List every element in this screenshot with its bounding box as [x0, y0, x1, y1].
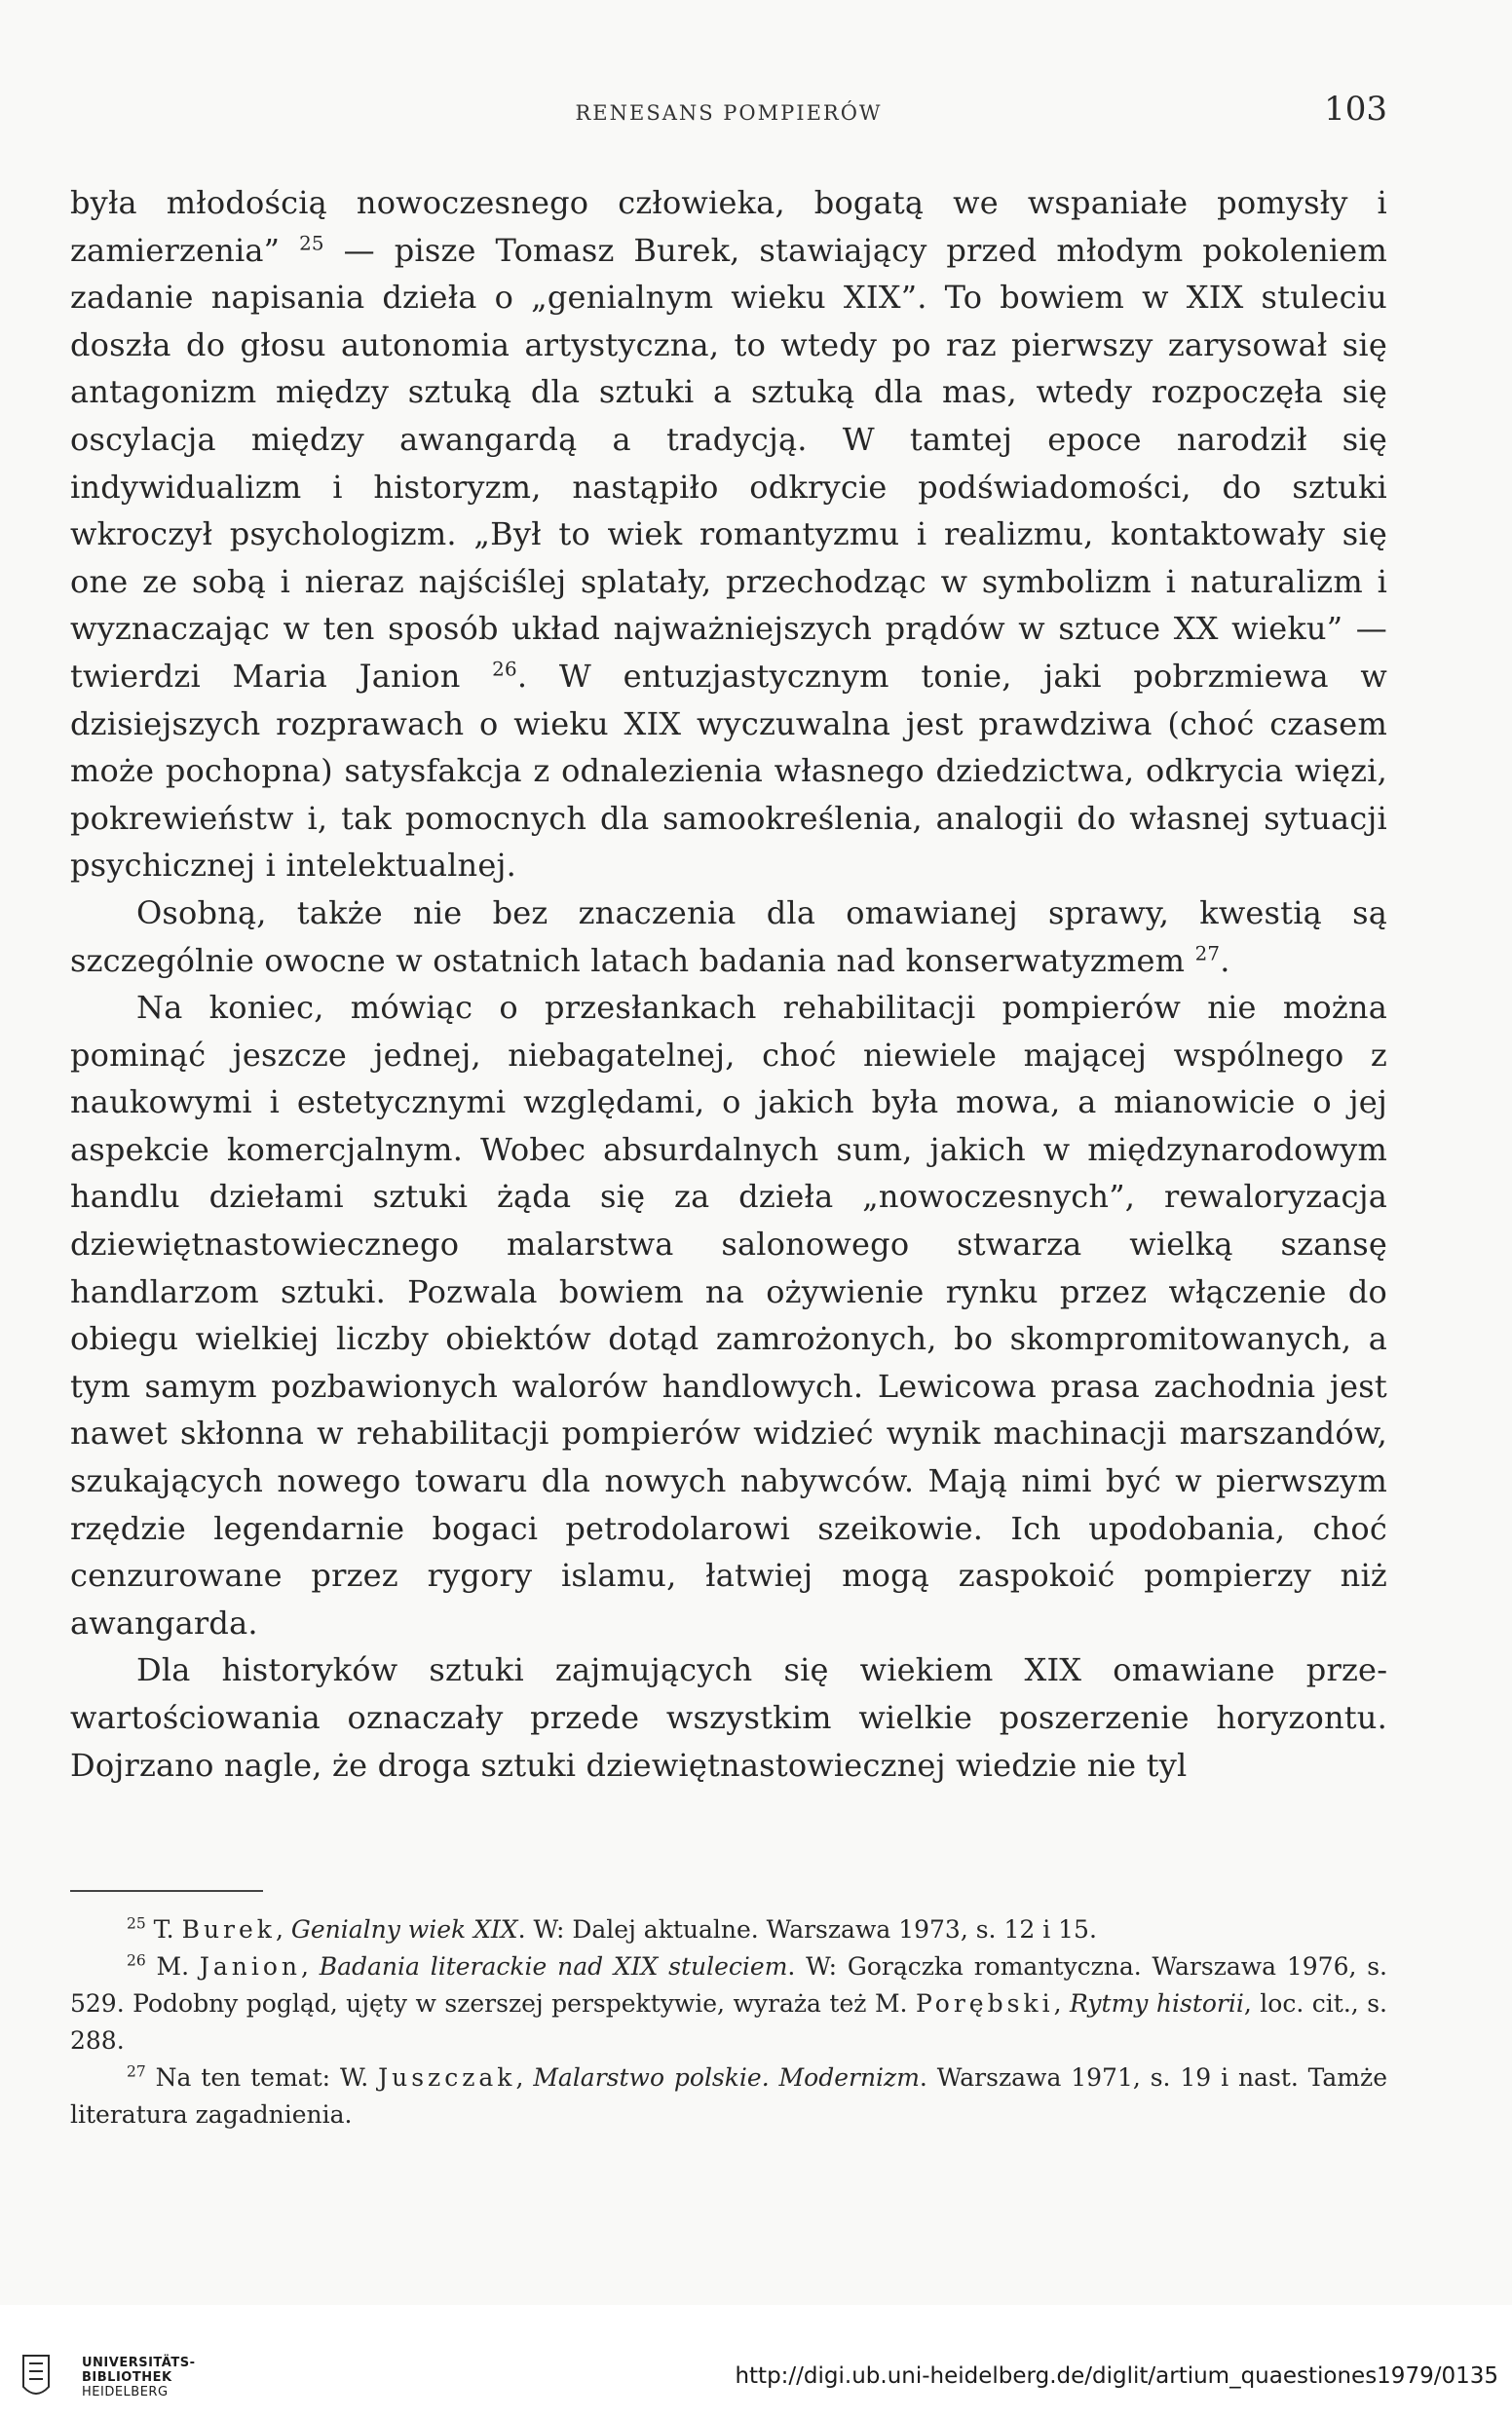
library-name-line: UNIVERSITÄTS-	[82, 2356, 196, 2370]
footnote-text: Na ten temat: W.	[145, 2063, 379, 2092]
paragraph-text: .	[1220, 941, 1230, 979]
footnote-text: M.	[145, 1952, 200, 1981]
footnote-text: . Warszawa 1971, s. 19 i nast. Tamże literatura zagadnienia.	[70, 2063, 1387, 2129]
paragraph-text: Osobną, także nie bez znaczenia dla omawianej sprawy, kwestią są szczególnie owocne w ostatnich latach badania nad konserwatyzmem	[70, 893, 1387, 979]
footnote-reference: 27	[1194, 941, 1221, 964]
work-title: Genialny wiek XIX	[290, 1915, 518, 1944]
footnote-reference: 27	[127, 2062, 146, 2081]
footnote	[70, 2059, 1387, 2134]
paragraph-text: Dla historyków sztuki zajmujących się wiekiem XIX omawiane przewartościowania oznaczały przede wszystkim wielkie poszerzenie horyzontu. Dojrzano nagle, że droga sztuki dziewiętnastowiecznej wiedzie nie tyl	[70, 1651, 1387, 1784]
work-title: Rytmy historii	[1070, 1989, 1244, 2018]
paragraph	[70, 179, 1387, 889]
footnote	[70, 1948, 1387, 2059]
footnote-text: ,	[1053, 1989, 1071, 2018]
digital-library-footer	[0, 2305, 1512, 2418]
author-name: Porębski	[915, 1989, 1054, 2018]
library-name-line: HEIDELBERG	[82, 2385, 169, 2399]
body-text	[70, 179, 1387, 1789]
library-name	[82, 2356, 195, 2399]
work-title: Badania literackie nad XIX stuleciem	[319, 1952, 788, 1981]
source-url-link[interactable]: http://digi.ub.uni-heidelberg.de/diglit/artium_quaestiones1979/0135	[735, 2363, 1498, 2389]
page-number: 103	[1324, 90, 1387, 129]
paragraph-text: — pisze Tomasz Burek, stawiający przed młodym pokoleniem zadanie napisania dzieła o „genialnym wieku XIX”. To bowiem w XIX stuleciu doszła do głosu autonomia artystyczna, to wtedy po raz pierwszy zarysował się antagonizm między sztuką dla sztuki a sztuką dla mas, wtedy rozpoczęła się oscylacja między awangardą a tradycją. W tamtej epoce narodził się indywidualizm i historyzm, nastąpiło odkrycie podświadomości, do sztuki wkroczył psychologizm. „Był to wiek romantyzmu i realizmu, kontaktowały się one ze sobą i nieraz najściślej splatały, przechodząc w symbolizm i naturalizm i wyznaczając w ten sposób układ najważniejszych prądów w sztuce XX wieku” — twierdzi Maria Janion	[70, 231, 1387, 695]
work-title: Malarstwo polskie. Modernizm	[533, 2063, 920, 2092]
author-name: Juszczak	[378, 2063, 516, 2092]
footnote-reference: 26	[127, 1951, 146, 1970]
footnotes	[70, 1911, 1387, 2134]
author-name: Burek	[181, 1915, 276, 1944]
library-name-line: BIBLIOTHEK	[82, 2370, 172, 2385]
author-name: Janion	[199, 1952, 302, 1981]
paragraph-text: . W entuzjastycznym tonie, jaki pobrzmiewa w dzisiejszych rozprawach o wieku XIX wyczuwalna jest prawdziwa (choć czasem może pochopna) satysfakcja z odnalezienia własnego dziedzictwa, odkrycia więzi, pokrewieństw i, tak pomocnych dla samookreślenia, analogii do własnej sytuacji psychicznej i intelektualnej.	[70, 657, 1387, 885]
footnote-text: ,	[515, 2063, 534, 2092]
library-seal-icon	[21, 2354, 51, 2402]
footnote	[70, 1911, 1387, 1948]
footnote-text: . W: Gorączka romantyczna. Warszawa 1976, s. 529. Podobny pogląd, ujęty w szerszej perspektywie, wyraża też M.	[70, 1952, 1387, 2018]
footnote-reference: 26	[492, 658, 517, 681]
footnote-divider	[70, 1890, 263, 1892]
footnote-text: ,	[301, 1952, 320, 1981]
footnote-text: ,	[275, 1915, 291, 1944]
paragraph	[70, 889, 1387, 984]
page-header	[70, 90, 1387, 138]
footnote-text: T.	[145, 1915, 182, 1944]
running-title: RENESANS POMPIERÓW	[575, 101, 883, 125]
footnote-reference: 25	[299, 231, 324, 254]
paragraph	[70, 984, 1387, 1646]
paragraph-text: Na koniec, mówiąc o przesłankach rehabilitacji pompierów nie można pominąć jeszcze jednej, niebagatelnej, choć niewiele mającej wspólnego z naukowymi i estetycznymi względami, o jakich była mowa, a mianowicie o jej aspekcie komercjalnym. Wobec absurdalnych sum, jakich w międzynarodowym handlu dziełami sztuki żąda się za dzieła „nowoczesnych”, rewaloryzacja dziewiętnastowiecznego malarstwa salonowego stwarza wielką szansę handlarzom sztuki. Pozwala bowiem na ożywienie rynku przez włączenie do obiegu wielkiej liczby obiektów dotąd zamrożonych, bo skompromitowanych, a tym samym pozbawionych walorów handlowych. Lewicowa prasa zachodnia jest nawet skłonna w rehabilitacji pompierów widzieć wynik machinacji marszandów, szukających nowego towaru dla nowych nabywców. Mają nimi być w pierwszym rzędzie legendarnie bogaci petrodolarowi szeikowie. Ich upodobania, choć cenzurowane przez rygory islamu, łatwiej mogą zaspokoić pompierzy niż awangarda.	[70, 989, 1387, 1642]
paragraph-text: była młodością nowoczesnego człowieka, bogatą we wspaniałe pomysły i zamierzenia”	[70, 184, 1387, 269]
footnote-text: , loc. cit., s. 288.	[70, 1989, 1387, 2055]
footnote-text: . W: Dalej aktualne. Warszawa 1973, s. 12 i 15.	[517, 1915, 1097, 1944]
paragraph	[70, 1646, 1387, 1789]
footnote-reference: 25	[127, 1914, 146, 1933]
